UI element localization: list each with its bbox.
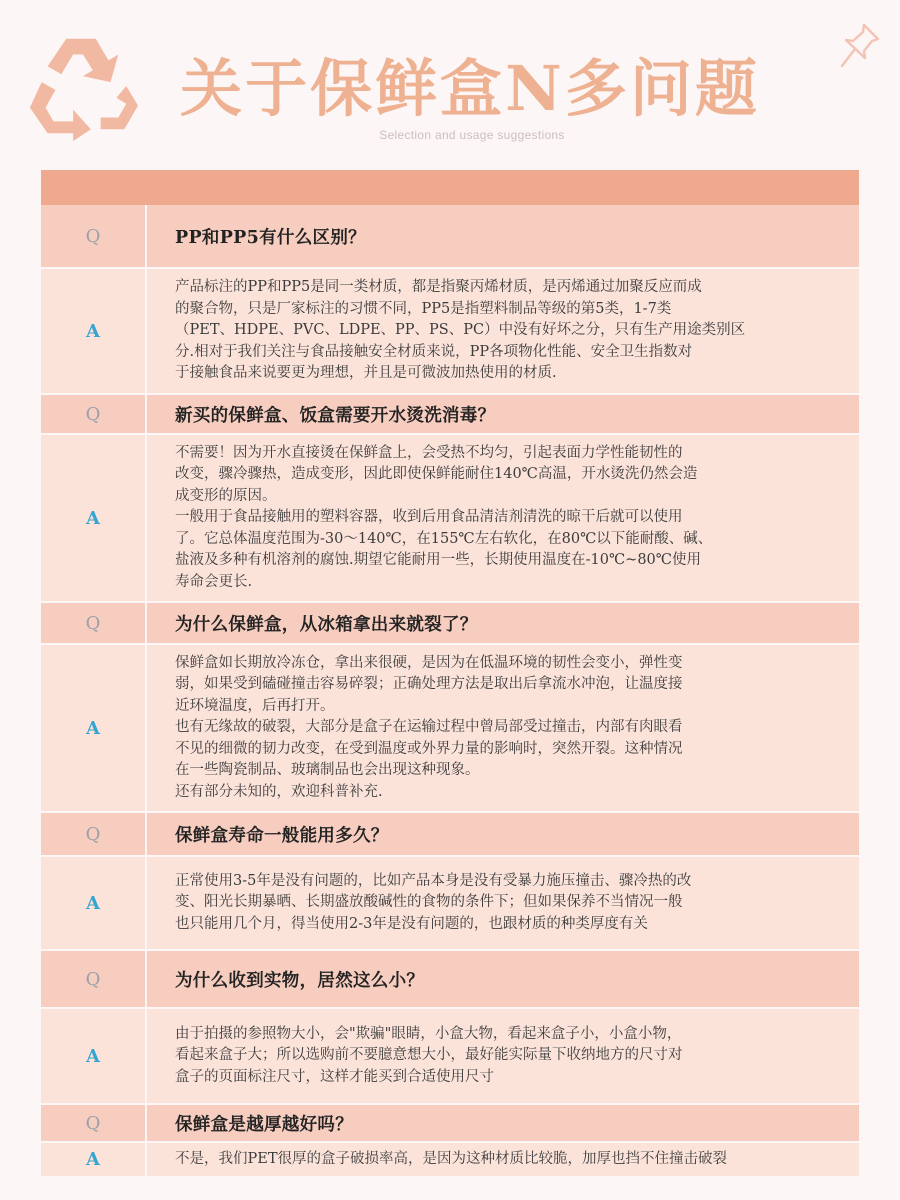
answer-text: 由于拍摄的参照物大小，会"欺骗"眼睛，小盒大物，看起来盒子小，小盒小物， 看起来盒子大；所以选购前不要臆意想大小，最好能实际量下收纳地方的尺寸对 盒子的页面标注尺寸，这样才能买到合适使用尺寸 bbox=[175, 1025, 683, 1085]
question-row bbox=[41, 603, 859, 643]
faq-table bbox=[41, 170, 859, 1176]
question-text: 保鲜盒寿命一般能用多久？ bbox=[175, 825, 389, 846]
question-row bbox=[41, 813, 859, 855]
answer-row bbox=[41, 645, 859, 811]
question-text: 新买的保鲜盒、饭盒需要开水烫洗消毒？ bbox=[175, 405, 496, 426]
q-tag: Q bbox=[41, 603, 147, 643]
question-row bbox=[41, 205, 859, 267]
a-tag: A bbox=[41, 857, 147, 949]
page-subtitle: Selection and usage suggestions bbox=[379, 128, 565, 142]
page-title: 关于保鲜盒N多问题 bbox=[180, 52, 760, 125]
answer-text: 保鲜盒如长期放冷冻仓，拿出来很硬，是因为在低温环境的韧性会变小，弹性变 弱，如果受到磕碰撞击容易碎裂；正确处理方法是取出后拿流水冲泡，让温度接 近环境温度，后再打开。 也有无缘故的破裂，大部分是盒子在运输过程中曾局部受过撞击，内部有肉眼看 不见的细微的韧力改变，在受到温度或外界力量的影响时，突然开裂。这种情况 在一些陶瓷制品、玻璃制品也会出现这种现象。 还有部分未知的，欢迎科普补充. bbox=[175, 655, 683, 800]
question-text: PP和PP5有什么区别？ bbox=[175, 227, 366, 248]
question-text: 保鲜盒是越厚越好吗？ bbox=[175, 1114, 353, 1135]
answer-row bbox=[41, 435, 859, 601]
answer-row bbox=[41, 857, 859, 949]
table-header-band bbox=[41, 170, 859, 205]
q-tag: Q bbox=[41, 1105, 147, 1141]
question-row bbox=[41, 1105, 859, 1141]
pushpin-icon bbox=[838, 22, 882, 72]
a-tag: A bbox=[41, 645, 147, 811]
a-tag: A bbox=[41, 435, 147, 601]
q-tag: Q bbox=[41, 951, 147, 1007]
question-text: 为什么保鲜盒，从冰箱拿出来就裂了？ bbox=[175, 614, 478, 635]
q-tag: Q bbox=[41, 395, 147, 433]
q-tag: Q bbox=[41, 205, 147, 267]
a-tag: A bbox=[41, 1009, 147, 1103]
a-tag: A bbox=[41, 269, 147, 393]
recycle-icon bbox=[22, 30, 140, 142]
a-tag: A bbox=[41, 1143, 147, 1176]
q-tag: Q bbox=[41, 813, 147, 855]
answer-row bbox=[41, 1143, 859, 1176]
question-row bbox=[41, 951, 859, 1007]
answer-text: 不需要！因为开水直接烫在保鲜盒上，会受热不均匀，引起表面力学性能韧性的 改变，骤冷骤热，造成变形，因此即使保鲜能耐住140℃高温，开水烫洗仍然会造 成变形的原因。 一般用于食品接触用的塑料容器，收到后用食品清洁剂清洗的晾干后就可以使用 了。它总体温度范围为-30～140℃，在155℃左右软化，在80℃以下能耐酸、碱、 盐液及多种有机溶剂的腐蚀.期望它能耐用一些，长期使用温度在-10℃~80℃使用 寿命会更长. bbox=[175, 445, 713, 590]
answer-text: 正常使用3-5年是没有问题的，比如产品本身是没有受暴力施压撞击、骤冷热的改 变、阳光长期暴晒、长期盛放酸碱性的食物的条件下；但如果保养不当情况一般 也只能用几个月，得当使用2-3年是没有问题的，也跟材质的种类厚度有关 bbox=[175, 872, 692, 932]
question-text: 为什么收到实物，居然这么小？ bbox=[175, 970, 425, 991]
answer-text: 不是，我们PET很厚的盒子破损率高，是因为这种材质比较脆，加厚也挡不住撞击破裂 bbox=[175, 1150, 728, 1167]
question-row bbox=[41, 395, 859, 433]
answer-row bbox=[41, 269, 859, 393]
answer-text: 产品标注的PP和PP5是同一类材质，都是指聚丙烯材质，是丙烯通过加聚反应而成 的聚合物，只是厂家标注的习惯不同，PP5是指塑料制品等级的第5类，1-7类 （PET、HDPE、PVC、LDPE、PP、PS、PC）中没有好坏之分，只有生产用途类别区 分.相对于我们关注与食品接触安全材质来说，PP各项物化性能、安全卫生指数对 于接触食品来说要更为理想，并且是可微波加热使用的材质. bbox=[175, 279, 746, 382]
answer-row bbox=[41, 1009, 859, 1103]
